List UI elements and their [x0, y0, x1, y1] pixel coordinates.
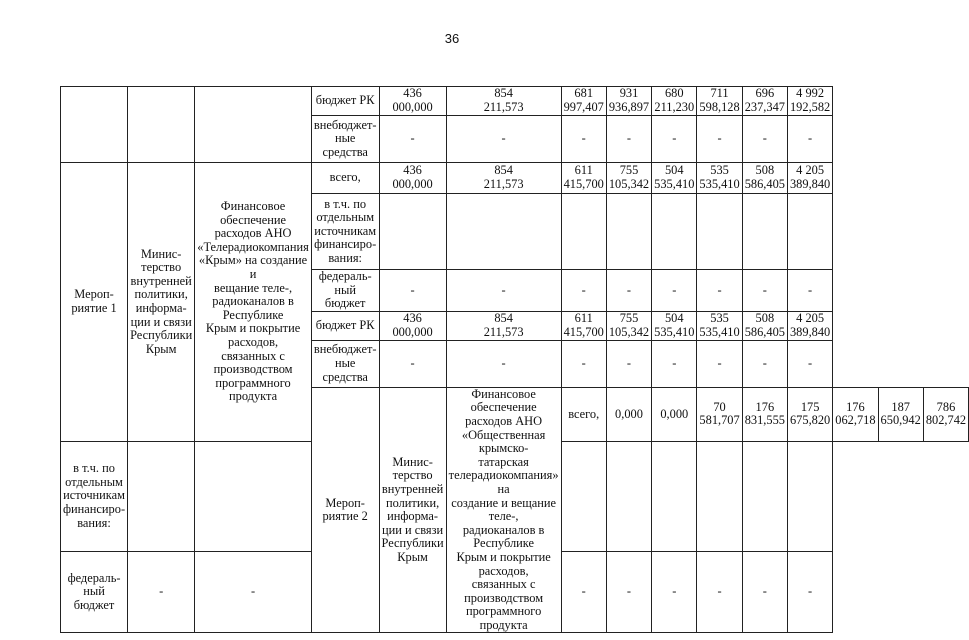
value-line: 598,128 — [699, 100, 740, 114]
value-line: 711 — [710, 86, 729, 101]
value-line: 176 — [846, 399, 865, 414]
value-line: 504 — [664, 311, 684, 326]
executor-cell — [128, 163, 195, 442]
value-line: 192,582 — [789, 100, 831, 114]
source-label-line: в т.ч. по — [324, 196, 367, 211]
value-cell — [606, 387, 651, 441]
value-cell: - — [561, 340, 606, 387]
value-cell: - — [787, 270, 832, 312]
source-label — [311, 116, 379, 163]
empty-cell — [128, 441, 195, 551]
empty-cell — [195, 441, 312, 551]
value-line: 0,000 — [660, 406, 689, 421]
value-cell — [379, 87, 446, 116]
empty-cell — [606, 194, 651, 270]
value-line: 105,342 — [608, 177, 650, 191]
value-cell: - — [742, 551, 787, 633]
value-cell — [606, 311, 651, 340]
source-label: бюджет РК — [311, 87, 379, 116]
value-cell: - — [446, 270, 561, 312]
value-line: 415,700 — [563, 324, 604, 339]
value-cell: - — [379, 340, 446, 387]
source-label: всего, — [561, 387, 606, 441]
table-row — [61, 163, 969, 194]
empty-cell — [379, 194, 446, 270]
value-cell — [379, 311, 446, 340]
total-cell — [787, 311, 832, 340]
empty-cell — [606, 441, 651, 551]
empty-cell — [742, 441, 787, 551]
executor-line: политики, — [134, 287, 188, 302]
source-label-line: ный бюджет — [324, 282, 366, 311]
value-line: 211,573 — [483, 324, 524, 339]
value-line: 211,230 — [654, 100, 695, 114]
value-cell: - — [446, 340, 561, 387]
description-cell — [195, 163, 312, 442]
source-label — [61, 551, 128, 633]
value-line: 000,000 — [392, 324, 433, 339]
value-line: 187 — [891, 399, 910, 414]
empty-cell — [697, 441, 742, 551]
description-line: связанных с производством — [213, 348, 293, 377]
value-cell: - — [195, 551, 312, 633]
description-line: Финансовое обеспечение — [470, 386, 537, 415]
description-line: программного продукта — [465, 604, 542, 632]
description-line: программного продукта — [215, 375, 291, 404]
value-cell — [652, 311, 697, 340]
value-cell: - — [652, 340, 697, 387]
value-line: 415,700 — [563, 177, 604, 191]
value-cell — [446, 87, 561, 116]
description-line: Крым и покрытие расходов, — [456, 549, 551, 578]
empty-cell — [787, 441, 832, 551]
value-line: 755 — [619, 163, 639, 178]
value-cell — [697, 387, 742, 441]
source-label-line: ные — [334, 355, 356, 370]
value-line: 997,407 — [563, 100, 604, 114]
source-label — [61, 441, 128, 551]
value-line: 535,410 — [699, 177, 740, 191]
source-label-line: отдельным — [65, 474, 123, 489]
value-cell: - — [561, 551, 606, 633]
value-line: 675,820 — [789, 413, 831, 428]
executor-cell — [128, 87, 195, 163]
value-line: 535,410 — [699, 324, 740, 339]
value-line: 854 — [494, 311, 513, 326]
empty-cell — [561, 441, 606, 551]
executor-line: ции и связи — [382, 522, 444, 537]
value-cell: - — [606, 551, 651, 633]
value-cell: - — [606, 116, 651, 163]
value-cell — [697, 311, 742, 340]
table-row — [61, 87, 969, 116]
event-line: риятие 2 — [322, 509, 368, 524]
value-cell — [878, 387, 923, 441]
value-line: 389,840 — [789, 324, 831, 339]
value-line: 436 — [403, 86, 422, 101]
value-cell — [652, 87, 697, 116]
description-cell — [446, 387, 561, 633]
value-line: 70 — [713, 399, 726, 414]
empty-cell — [742, 194, 787, 270]
description-line: радиоканалов в Республике — [212, 294, 294, 322]
value-line: 696 — [755, 86, 775, 101]
empty-cell — [787, 194, 832, 270]
description-line: радиоканалов в Республике — [462, 522, 545, 551]
source-label — [311, 340, 379, 387]
value-line: 508 — [755, 163, 775, 178]
value-line: 535,410 — [654, 324, 695, 339]
executor-line: информа- — [387, 509, 439, 524]
value-cell: - — [606, 340, 651, 387]
executor-line: Минис- — [140, 246, 182, 261]
description-line: связанных с производством — [464, 577, 544, 605]
executor-line: ции и связи — [130, 314, 192, 329]
value-cell: - — [787, 340, 832, 387]
executor-line: Республики — [130, 328, 193, 343]
value-line: 000,000 — [392, 100, 433, 114]
executor-line: Республики — [381, 536, 444, 551]
total-cell — [787, 87, 832, 116]
description-line: «Телерадиокомпания — [197, 239, 309, 254]
value-cell — [697, 87, 742, 116]
source-label-line: внебюджет- — [313, 342, 377, 357]
executor-line: внутренней — [130, 273, 192, 288]
value-cell — [742, 87, 787, 116]
source-label-line: финансиро- — [63, 502, 126, 517]
value-line: 581,707 — [699, 413, 740, 428]
value-cell — [742, 387, 787, 441]
value-line: 586,405 — [744, 324, 785, 339]
source-label-line: в т.ч. по — [73, 461, 115, 476]
source-label-line: средства — [322, 369, 368, 384]
description-line: расходов АНО — [465, 413, 543, 428]
source-label — [311, 194, 379, 270]
description-line: «Крым» на создание и — [198, 253, 308, 281]
value-cell: - — [652, 116, 697, 163]
value-cell: - — [561, 116, 606, 163]
value-line: 936,897 — [608, 100, 650, 114]
value-cell: - — [787, 116, 832, 163]
page-number: 36 — [444, 31, 460, 46]
value-cell — [561, 311, 606, 340]
value-cell — [742, 311, 787, 340]
value-cell — [652, 387, 697, 441]
value-line: 175 — [800, 399, 820, 414]
event-line: Мероп- — [325, 495, 365, 510]
description-line: расходов АНО — [214, 226, 292, 241]
value-cell: - — [697, 340, 742, 387]
value-cell: - — [128, 551, 195, 633]
total-cell — [923, 387, 968, 441]
source-label: бюджет РК — [311, 311, 379, 340]
value-cell — [379, 163, 446, 194]
value-cell — [697, 163, 742, 194]
value-line: 586,405 — [744, 177, 785, 191]
empty-cell — [652, 194, 697, 270]
value-line: 931 — [619, 86, 639, 101]
event-cell — [61, 163, 128, 442]
empty-cell — [561, 194, 606, 270]
value-cell — [652, 163, 697, 194]
value-cell — [606, 163, 651, 194]
value-line: 504 — [664, 163, 684, 178]
event-cell — [61, 87, 128, 163]
value-line: 389,840 — [789, 177, 831, 191]
source-label-line: вания: — [328, 250, 362, 265]
empty-cell — [697, 194, 742, 270]
value-cell — [561, 87, 606, 116]
executor-line: политики, — [385, 495, 440, 510]
value-cell — [561, 163, 606, 194]
executor-line: Крым — [397, 549, 428, 564]
source-label: всего, — [311, 163, 379, 194]
source-label-line: источникам — [63, 488, 125, 503]
value-cell: - — [379, 116, 446, 163]
source-label-line: средства — [322, 144, 368, 159]
value-cell: - — [742, 270, 787, 312]
value-line: 611 — [574, 163, 593, 178]
event-line: риятие 1 — [71, 300, 117, 315]
value-cell: - — [652, 270, 697, 312]
executor-line: Крым — [145, 341, 177, 356]
value-cell: - — [446, 116, 561, 163]
value-line: 681 — [574, 86, 594, 101]
value-line: 436 — [403, 163, 422, 178]
event-cell — [311, 387, 379, 633]
value-line: 4 205 — [796, 163, 825, 178]
value-cell: - — [742, 116, 787, 163]
value-cell: - — [561, 270, 606, 312]
empty-cell — [446, 194, 561, 270]
total-cell — [787, 163, 832, 194]
executor-line: терство — [141, 260, 182, 275]
executor-line: терство — [392, 468, 433, 483]
description-line: создание и вещание теле-, — [451, 495, 557, 524]
source-label-line: вания: — [77, 515, 111, 530]
value-cell — [606, 87, 651, 116]
executor-line: внутренней — [381, 481, 444, 496]
value-line: 786 — [936, 399, 956, 414]
source-label — [311, 270, 379, 312]
value-cell: - — [787, 551, 832, 633]
value-cell: - — [379, 270, 446, 312]
value-line: 508 — [755, 311, 775, 326]
executor-line: Минис- — [392, 454, 433, 469]
value-line: 831,555 — [744, 413, 785, 428]
value-line: 237,347 — [744, 100, 785, 114]
value-line: 105,342 — [608, 324, 650, 339]
event-line: Мероп- — [74, 287, 114, 302]
value-cell — [742, 163, 787, 194]
source-label-line: ный бюджет — [73, 584, 115, 612]
empty-cell — [652, 441, 697, 551]
value-line: 535 — [710, 311, 729, 326]
executor-cell — [379, 387, 446, 633]
value-cell — [787, 387, 832, 441]
description-line: вещание теле-, — [214, 280, 293, 295]
source-label-line: федераль- — [318, 269, 372, 283]
source-label-line: источникам — [314, 223, 377, 238]
value-line: 176 — [755, 399, 775, 414]
source-label-line: финансиро- — [314, 237, 377, 252]
value-line: 802,742 — [925, 413, 967, 428]
source-label-line: ные — [334, 131, 356, 146]
description-line: Крым и покрытие расходов, — [205, 321, 301, 349]
value-line: 611 — [574, 311, 593, 326]
value-cell: - — [606, 270, 651, 312]
value-line: 4 205 — [796, 311, 825, 326]
source-label-line: отдельным — [316, 210, 375, 225]
value-line: 535 — [710, 163, 729, 178]
value-line: 535,410 — [654, 177, 695, 191]
description-cell — [195, 87, 312, 163]
value-line: 650,942 — [880, 413, 921, 428]
value-line: 000,000 — [392, 177, 433, 191]
value-line: 062,718 — [835, 413, 876, 428]
value-line: 211,573 — [483, 177, 524, 191]
budget-table — [60, 86, 969, 633]
value-line: 680 — [664, 86, 684, 101]
value-line: 854 — [494, 163, 513, 178]
value-line: 4 992 — [796, 86, 825, 101]
value-cell: - — [697, 270, 742, 312]
description-line: татарская — [478, 454, 529, 469]
value-line: 755 — [619, 311, 639, 326]
value-line: 436 — [403, 311, 422, 326]
description-line: телерадиокомпания» на — [448, 468, 559, 496]
value-line: 0,000 — [615, 406, 643, 421]
value-cell — [446, 311, 561, 340]
value-cell: - — [697, 551, 742, 633]
description-line: Финансовое обеспечение — [220, 198, 287, 227]
value-cell: - — [652, 551, 697, 633]
value-cell: - — [742, 340, 787, 387]
executor-line: информа- — [135, 300, 187, 315]
source-label-line: федераль- — [67, 570, 121, 585]
value-cell — [833, 387, 878, 441]
value-line: 211,573 — [483, 100, 524, 114]
value-cell — [446, 163, 561, 194]
value-line: 854 — [494, 86, 513, 101]
source-label-line: внебюджет- — [313, 117, 377, 132]
value-cell: - — [697, 116, 742, 163]
description-line: «Общественная крымско- — [461, 427, 546, 456]
